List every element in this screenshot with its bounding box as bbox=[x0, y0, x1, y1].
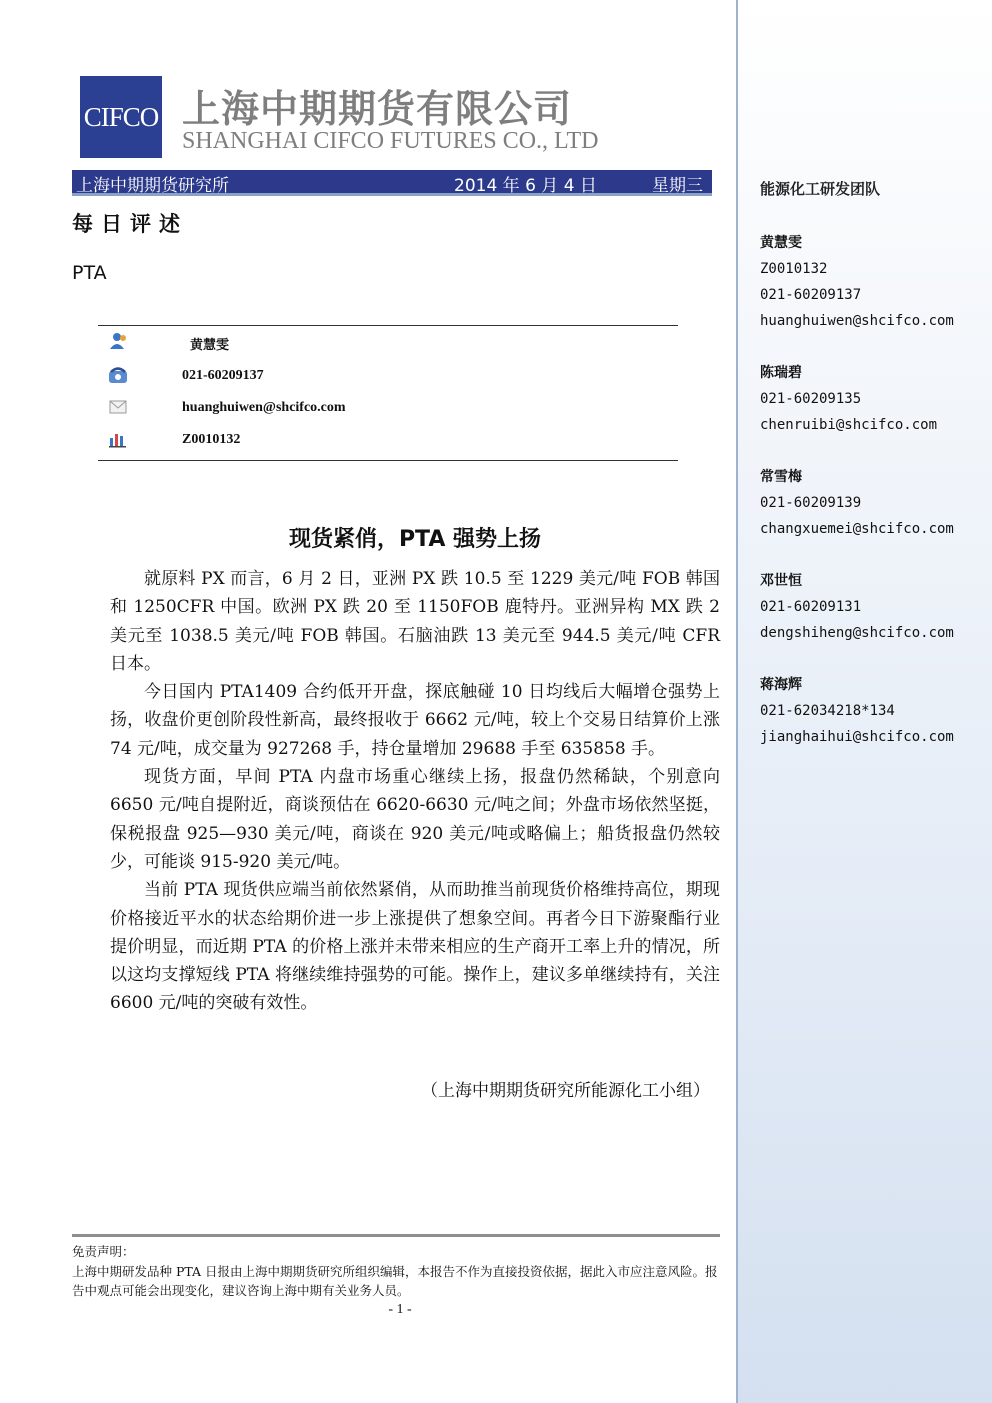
member-phone: 021-62034218*134 bbox=[760, 703, 895, 719]
analyst-license: Z0010132 bbox=[182, 432, 241, 447]
chart-icon bbox=[108, 430, 128, 448]
mail-icon bbox=[108, 398, 128, 416]
member-email: dengshiheng@shcifco.com bbox=[760, 625, 954, 641]
member-license: Z0010132 bbox=[760, 261, 828, 277]
paragraph: 现货方面，早间 PTA 内盘市场重心继续上扬，报盘仍然稀缺，个别意向 6650 元/吨自提附近，商谈预估在 6620-6630 元/吨之间；外盘市场依然坚挺，保税报盘 925—930 美元/吨，商谈在 920 美元/吨或略偏上；船货报盘仍然较少，可能谈 915-920 美元/吨。 bbox=[110, 767, 720, 872]
sidebar-title: 能源化工研发团队 bbox=[760, 180, 881, 198]
member-name: 邓世恒 bbox=[760, 573, 802, 589]
team-member bbox=[760, 230, 954, 334]
disclaimer-title: 免责声明： bbox=[72, 1244, 135, 1259]
article-title: 现货紧俏，PTA 强势上扬 bbox=[288, 527, 542, 552]
analyst-name: 黄慧雯 bbox=[190, 338, 230, 353]
member-email: changxuemei@shcifco.com bbox=[760, 521, 954, 537]
member-email: chenruibi@shcifco.com bbox=[760, 417, 938, 433]
report-weekday: 星期三 bbox=[652, 176, 703, 196]
institute-name: 上海中期期货研究所 bbox=[76, 176, 229, 196]
product-label: PTA bbox=[72, 262, 107, 284]
paragraph: 当前 PTA 现货供应端当前依然紧俏，从而助推当前现货价格维持高位，期现价格接近平水的状态给期价进一步上涨提供了想象空间。再者今日下游聚酯行业提价明显，而近期 PTA 的价格上涨并未带来相应的生产商开工率上升的情况，所以这均支撑短线 PTA 将继续维持强势的可能。操作上，建议多单继续持有，关注 6600 元/吨的突破有效性。 bbox=[110, 880, 720, 1014]
member-phone: 021-60209139 bbox=[760, 495, 862, 511]
paragraph: 就原料 PX 而言，6 月 2 日，亚洲 PX 跌 10.5 至 1229 美元/吨 FOB 韩国和 1250CFR 中国。欧洲 PX 跌 20 至 1150FOB 鹿特丹。亚洲异构 MX 跌 2 美元至 1038.5 美元/吨 FOB 韩国。石脑油跌 13 美元至 944.5 美元/吨 CFR 日本。 bbox=[110, 569, 720, 674]
person-icon bbox=[108, 332, 128, 350]
member-name: 黄慧雯 bbox=[760, 235, 802, 251]
analyst-phone: 021-60209137 bbox=[182, 368, 264, 383]
team-member bbox=[760, 464, 954, 542]
company-name-en: SHANGHAI CIFCO FUTURES CO., LTD bbox=[182, 128, 599, 154]
member-name: 蒋海辉 bbox=[760, 677, 802, 693]
paragraph: 今日国内 PTA1409 合约低开开盘，探底触碰 10 日均线后大幅增仓强势上扬，收盘价更创阶段性新高，最终报收于 6662 元/吨，较上个交易日结算价上涨 74 元/吨，成交量为 927268 手，持仓量增加 29688 手至 635858 手。 bbox=[110, 682, 720, 759]
member-email: jianghaihui@shcifco.com bbox=[760, 729, 954, 745]
member-phone: 021-60209137 bbox=[760, 287, 862, 303]
disclaimer-text: 上海中期研发品种 PTA 日报由上海中期期货研究所组织编辑，本报告不作为直接投资依据，据此入市应注意风险。报告中观点可能会出现变化，建议咨询上海中期有关业务人员。 bbox=[72, 1263, 718, 1298]
team-member bbox=[760, 568, 954, 646]
team-list bbox=[760, 230, 954, 776]
member-email: huanghuiwen@shcifco.com bbox=[760, 313, 954, 329]
team-member bbox=[760, 672, 954, 750]
team-member bbox=[760, 360, 954, 438]
header-bar bbox=[72, 170, 712, 196]
article-body bbox=[110, 565, 720, 1018]
member-name: 陈瑞碧 bbox=[760, 365, 802, 381]
phone-icon bbox=[108, 366, 128, 384]
member-phone: 021-60209131 bbox=[760, 599, 862, 615]
analyst-email: huanghuiwen@shcifco.com bbox=[182, 400, 346, 415]
member-phone: 021-60209135 bbox=[760, 391, 862, 407]
report-date: 2014 年 6 月 4 日 bbox=[454, 176, 597, 196]
footer-divider bbox=[72, 1234, 720, 1237]
company-name-cn: 上海中期期货有限公司 bbox=[182, 87, 573, 131]
team-sidebar bbox=[736, 0, 992, 1403]
cifco-logo: CIFCO bbox=[80, 76, 162, 158]
analyst-contact bbox=[98, 325, 678, 461]
member-name: 常雪梅 bbox=[760, 469, 802, 485]
disclaimer bbox=[72, 1242, 722, 1301]
article-signoff: （上海中期期货研究所能源化工小组） bbox=[421, 1081, 710, 1101]
page-number: - 1 - bbox=[388, 1302, 412, 1317]
section-title: 每日评述 bbox=[72, 212, 188, 236]
